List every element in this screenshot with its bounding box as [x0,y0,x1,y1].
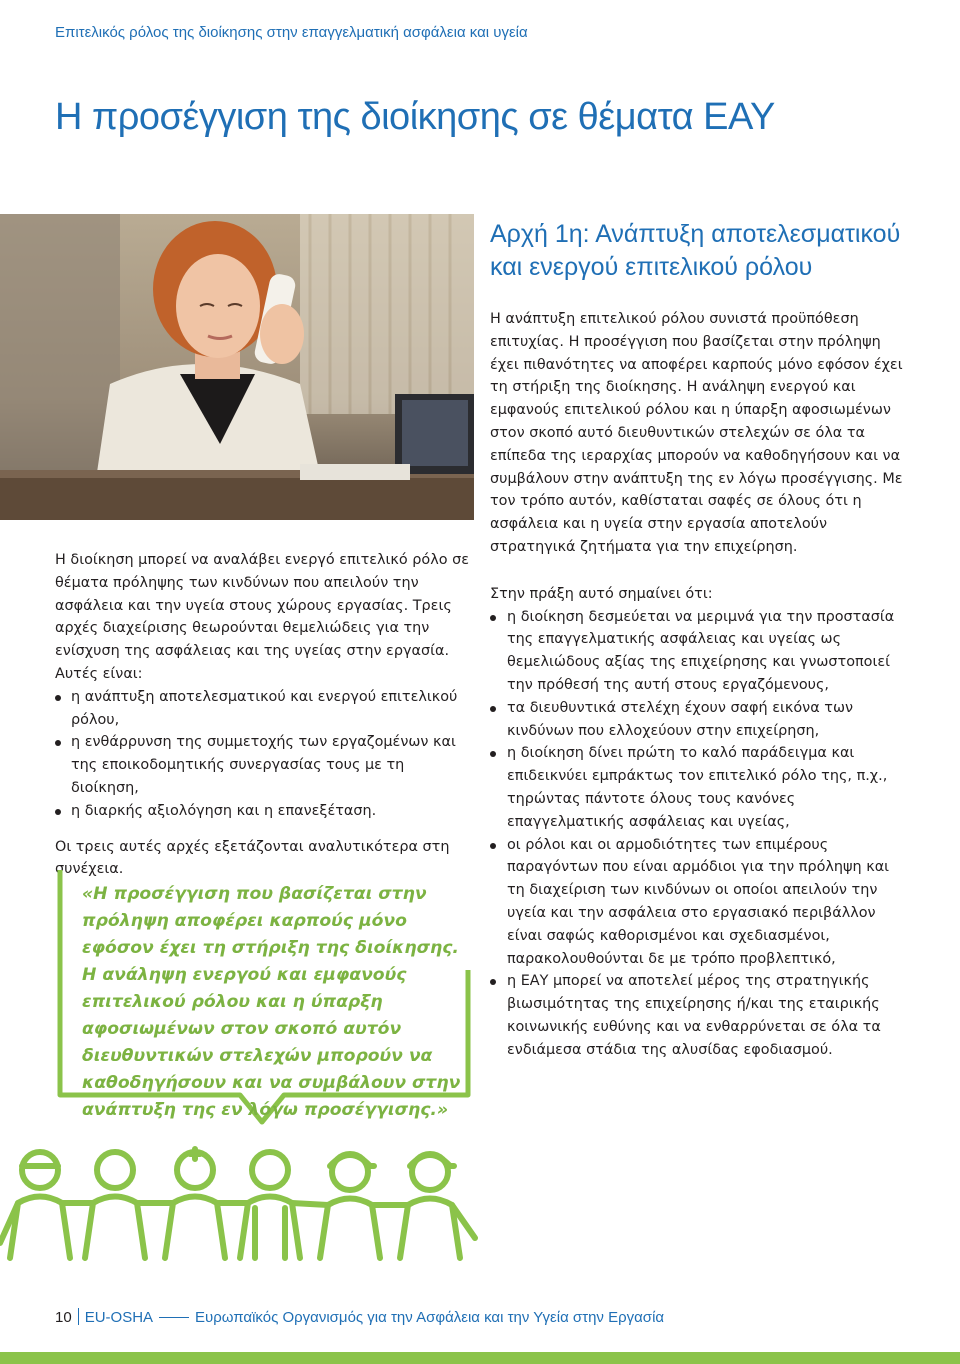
bottom-accent-bar [0,1352,960,1364]
right-column [490,218,910,1062]
list-item: η ενθάρρυνση της συμμετοχής των εργαζομένων και της εποικοδομητικής συνεργασίας τους με τη διοίκηση, [55,731,475,799]
org-short-name: EU-OSHA [84,1309,154,1326]
list-item: οι ρόλοι και οι αρμοδιότητες των επιμέρους παραγόντων που είναι αρμόδιοι για την πρόληψη και τη διαχείριση των κινδύνων οι οποίοι απειλούν την υγεία και την ασφάλεια στο εργασιακό περιβάλλον είναι σαφώς καθορισμένοι και σχεδιασμένοι, παρακολουθούνται δε με τρόπο προβλεπτικό, [490,834,910,971]
photo-illustration [0,214,474,520]
org-full-name: Ευρωπαϊκός Οργανισμός για την Ασφάλεια και την Υγεία στην Εργασία [195,1309,665,1326]
running-header: Επιτελικός ρόλος της διοίκησης στην επαγγελματική ασφάλεια και υγεία [55,24,528,41]
list-intro: Στην πράξη αυτό σημαίνει ότι: [490,585,713,602]
outro-paragraph: Οι τρεις αυτές αρχές εξετάζονται αναλυτικότερα στη συνέχεια. [55,838,450,878]
practice-list [490,606,910,1062]
left-column [55,549,475,881]
page-footer [55,1308,664,1326]
workers-illustration [0,1148,480,1268]
section-title: Αρχή 1η: Ανάπτυξη αποτελεσματικού και ενεργού επιτελικού ρόλου [490,220,901,281]
list-item: τα διευθυντικά στελέχη έχουν σαφή εικόνα των κινδύνων που ελλοχεύουν στην επιχείρηση, [490,697,910,743]
list-item: η ανάπτυξη αποτελεσματικού και ενεργού επιτελικού ρόλου, [55,686,475,732]
list-item: η διαρκής αξιολόγηση και η επανεξέταση. [55,800,475,823]
principle-paragraph: Η ανάπτυξη επιτελικού ρόλου συνιστά προϋπόθεση επιτυχίας. Η προσέγγιση που βασίζεται στην πρόληψη έχει πιθανότητες να αποφέρει καρπούς μόνο εφόσον έχει τη στήριξη της διοίκησης. Η ανάληψη ενεργού και εμφανούς επιτελικού ρόλου και η ύπαρξη αφοσιωμένων στον σκοπό αυτό διευθυντικών στελεχών σε όλα τα επίπεδα της ιεραρχίας μπορούν να καθοδηγήσουν και να συμβάλουν στην ανάπτυξη της εν λόγω προσέγγισης. Με τον τρόπο αυτόν, καθίσταται σαφές σε όλους ότι η ασφάλεια και η υγεία στην εργασία αποτελούν στρατηγικά ζητήματα για την επιχείρηση. [490,311,903,555]
list-item: η διοίκηση δίνει πρώτη το καλό παράδειγμα και επιδεικνύει εμπράκτως τον επιτελικό ρόλο της, π.χ., τηρώντας πάντοτε όλους τους κανόνες επαγγελματικής ασφάλειας και υγείας, [490,742,910,833]
list-item: η ΕΑΥ μπορεί να αποτελεί μέρος της στρατηγικής βιωσιμότητας της επιχείρησης ή/και της εταιρικής κοινωνικής ευθύνης και να ενθαρρύνεται σε όλα τα ενδιάμεσα στάδια της αλυσίδας εφοδιασμού. [490,970,910,1061]
list-item: η διοίκηση δεσμεύεται να μεριμνά για την προστασία της επαγγελματικής ασφάλειας και υγείας ως θεμελιώδους αξίας της επιχείρησης και γνωστοποιεί την πρόθεσή της αυτή στους εργαζόμενους, [490,606,910,697]
page-number: 10 [55,1309,72,1326]
principles-list [55,686,475,823]
photo-credit: © iStock [446,656,459,704]
intro-paragraph: Η διοίκηση μπορεί να αναλάβει ενεργό επιτελικό ρόλο σε θέματα πρόληψης των κινδύνων που απειλούν την ασφάλεια και την υγεία στους χώρους εργασίας. Τρεις αρχές διαχείρισης θεωρούνται θεμελιώδεις για την ενίσχυση της ασφάλειας και της υγείας στην εργασία. Αυτές είναι: [55,552,470,682]
page-title: Η προσέγγιση της διοίκησης σε θέματα ΕΑΥ [55,96,775,138]
pull-quote: «Η προσέγγιση που βασίζεται στην πρόληψη αποφέρει καρπούς μόνο εφόσον έχει τη στήριξη της διοίκησης. Η ανάληψη ενεργού και εμφανούς επιτελικού ρόλου και η ύπαρξη αφοσιωμένων στον σκοπό αυτόν διευθυντικών στελεχών μπορούν να καθοδηγήσουν και να συμβάλουν στην ανάπτυξη της εν λόγω προσέγγισης.» [82,884,461,1120]
